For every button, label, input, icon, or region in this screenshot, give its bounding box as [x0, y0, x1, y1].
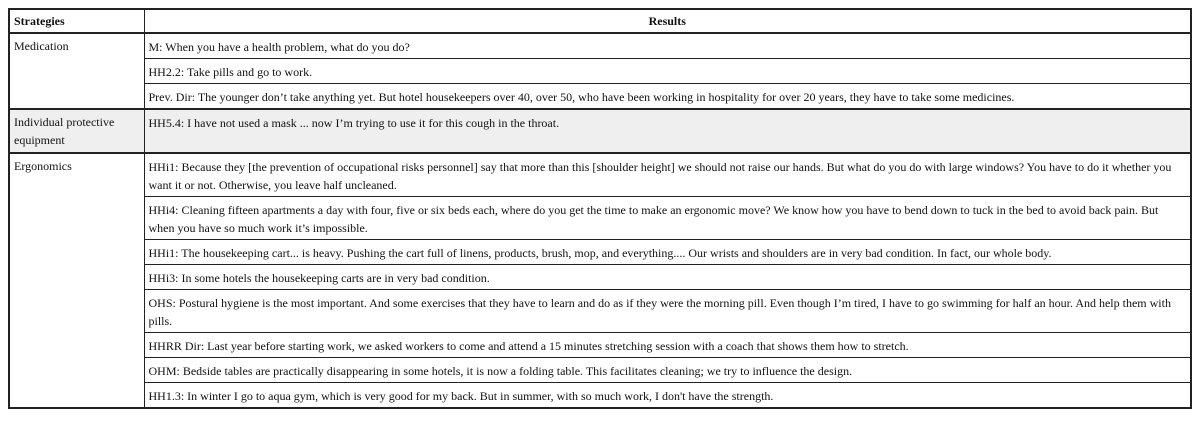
strategies-results-table — [8, 8, 1192, 409]
result-cell: OHM: Bedside tables are practically disappearing in some hotels, it is now a folding table. This facilitates cleaning; we try to influence the design. — [144, 358, 1191, 383]
table-header-row — [9, 9, 1191, 33]
table-row — [9, 290, 1191, 333]
strategy-group — [9, 33, 1191, 109]
strategy-cell: Individual protective equipment — [9, 109, 144, 153]
strategy-cell: Ergonomics — [9, 153, 144, 408]
result-cell: HH2.2: Take pills and go to work. — [144, 59, 1191, 84]
result-cell: M: When you have a health problem, what do you do? — [144, 33, 1191, 59]
table-row — [9, 333, 1191, 358]
table-row — [9, 109, 1191, 153]
table-row — [9, 84, 1191, 110]
strategy-group — [9, 109, 1191, 153]
result-cell: OHS: Postural hygiene is the most important. And some exercises that they have to learn and do as if they were the morning pill. Even though I’m tired, I have to go swimming for half an hour. And help them with pills. — [144, 290, 1191, 333]
strategy-cell: Medication — [9, 33, 144, 109]
result-cell: HHRR Dir: Last year before starting work, we asked workers to come and attend a 15 minutes stretching session with a coach that shows them how to stretch. — [144, 333, 1191, 358]
result-cell: HHi4: Cleaning fifteen apartments a day with four, five or six beds each, where do you get the time to make an ergonomic move? We know how you have to bend down to tuck in the bed to avoid back pain. But when you have so much work it’s impossible. — [144, 197, 1191, 240]
result-cell: HHi1: The housekeeping cart... is heavy. Pushing the cart full of linens, products, brush, mop, and everything.... Our wrists and shoulders are in very bad condition. In fact, our whole body. — [144, 240, 1191, 265]
table-row — [9, 197, 1191, 240]
result-cell: HH5.4: I have not used a mask ... now I’m trying to use it for this cough in the throat. — [144, 109, 1191, 153]
result-cell: HHi3: In some hotels the housekeeping carts are in very bad condition. — [144, 265, 1191, 290]
results-table-container — [8, 8, 1190, 409]
result-cell: HH1.3: In winter I go to aqua gym, which is very good for my back. But in summer, with so much work, I don't have the strength. — [144, 383, 1191, 409]
table-row — [9, 240, 1191, 265]
result-cell: Prev. Dir: The younger don’t take anything yet. But hotel housekeepers over 40, over 50, who have been working in hospitality for over 20 years, they have to take some medicines. — [144, 84, 1191, 110]
header-results: Results — [144, 9, 1191, 33]
table-row — [9, 383, 1191, 409]
strategy-group — [9, 153, 1191, 408]
table-row — [9, 59, 1191, 84]
table-row — [9, 358, 1191, 383]
table-row — [9, 265, 1191, 290]
table-row — [9, 153, 1191, 197]
header-strategies: Strategies — [9, 9, 144, 33]
result-cell: HHi1: Because they [the prevention of occupational risks personnel] say that more than this [shoulder height] we should not raise our hands. But what do you do with large windows? You have to do it whether you want it or not. Otherwise, you leave half uncleaned. — [144, 153, 1191, 197]
table-row — [9, 33, 1191, 59]
